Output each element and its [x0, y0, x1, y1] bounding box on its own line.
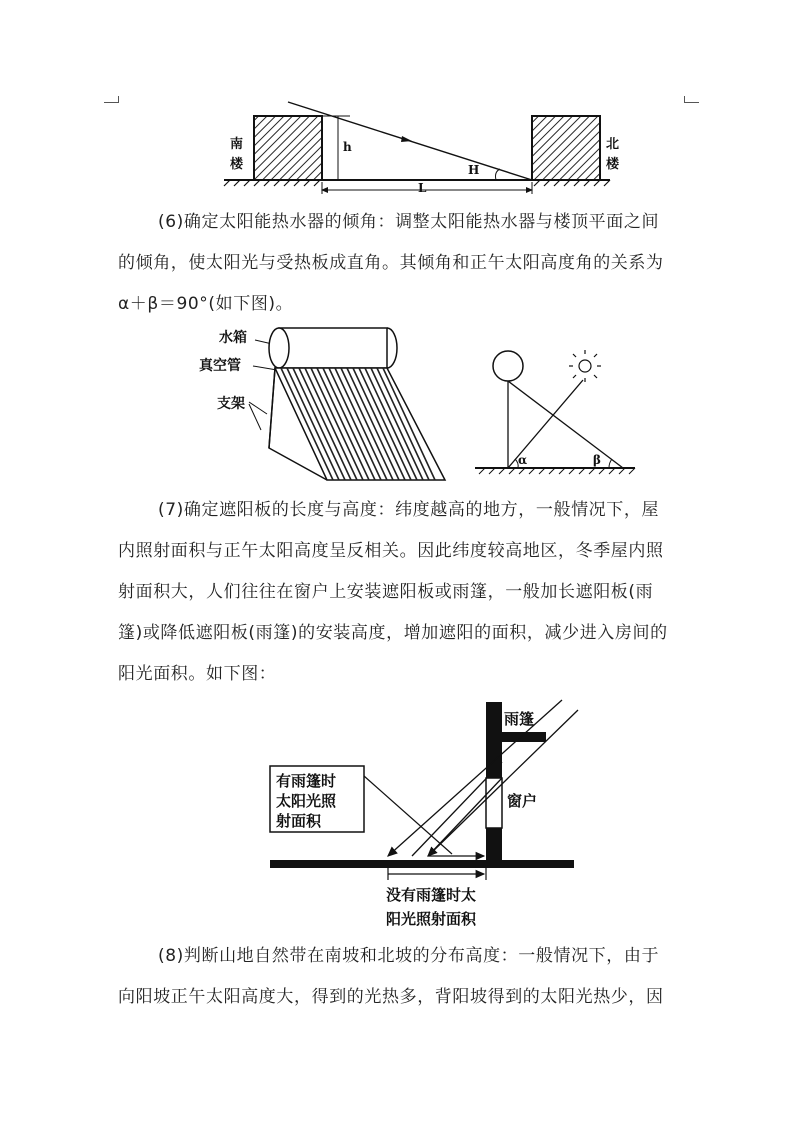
section8-line1: (8)判断山地自然带在南坡和北坡的分布高度：一般情况下，由于 — [158, 946, 660, 966]
sun-disk — [493, 351, 523, 381]
corner-mark-right — [684, 96, 699, 103]
h-label: h — [343, 140, 352, 154]
floor-bar — [270, 860, 574, 868]
angle-diagram — [475, 350, 635, 474]
section6-line2: 的倾角，使太阳光与受热板成直角。其倾角和正午太阳高度角的关系为 — [118, 253, 664, 273]
section7-line1: (7)确定遮阳板的长度与高度：纬度越高的地方，一般情况下，屋 — [158, 500, 660, 520]
bracket-label: 支架 — [217, 396, 245, 412]
water-tank — [269, 328, 397, 368]
section8-line2: 向阳坡正午太阳高度大，得到的光热多，背阳坡得到的太阳光热少，因 — [118, 987, 664, 1007]
section7-line5: 阳光面积。如下图： — [118, 664, 277, 684]
window-label: 窗户 — [507, 792, 538, 810]
water-tank-label: 水箱 — [219, 330, 247, 346]
solar-heater-figure — [195, 318, 645, 488]
awning-area-line3: 射面积 — [276, 812, 322, 830]
no-awning-line1: 没有雨篷时太 — [386, 886, 477, 904]
south-building-label: 南楼 — [230, 137, 244, 172]
awning-area-line1: 有雨篷时 — [276, 772, 337, 790]
section6-paragraph — [118, 202, 684, 325]
vacuum-tube-label: 真空管 — [199, 358, 241, 374]
section8-paragraph — [118, 936, 684, 1018]
section7-line2: 内照射面积与正午太阳高度呈反相关。因此纬度较高地区，冬季屋内照 — [118, 541, 664, 561]
awning-window-figure — [262, 696, 582, 932]
section6-line3: α＋β＝90°(如下图)。 — [118, 294, 294, 314]
section7-line3: 射面积大，人们往往在窗户上安装遮阳板或雨篷，一般加长遮阳板(雨 — [118, 582, 654, 602]
building-spacing-figure — [210, 96, 620, 206]
vacuum-tube-panel — [275, 368, 445, 480]
angle-H-arc — [496, 169, 501, 180]
no-awning-line2: 阳光照射面积 — [386, 910, 477, 928]
south-building — [254, 116, 322, 180]
ray-arrow — [401, 136, 412, 142]
wall — [486, 702, 502, 864]
north-building-label: 北楼 — [606, 137, 620, 172]
section7-paragraph — [118, 490, 684, 695]
beta-label: β — [593, 453, 601, 467]
L-label: L — [418, 181, 427, 195]
awning-area-line2: 太阳光照 — [276, 792, 337, 810]
H-label: H — [468, 163, 480, 177]
section6-line1: (6)确定太阳能热水器的倾角：调整太阳能热水器与楼顶平面之间 — [158, 212, 660, 232]
north-building — [532, 116, 600, 180]
sun-rays — [388, 700, 578, 856]
awning-label: 雨篷 — [504, 710, 535, 728]
alpha-label: α — [518, 453, 528, 467]
section7-line4: 篷)或降低遮阳板(雨篷)的安装高度，增加遮阳的面积，减少进入房间的 — [118, 623, 668, 643]
corner-mark-left — [104, 96, 119, 103]
sun-icon — [569, 350, 601, 382]
